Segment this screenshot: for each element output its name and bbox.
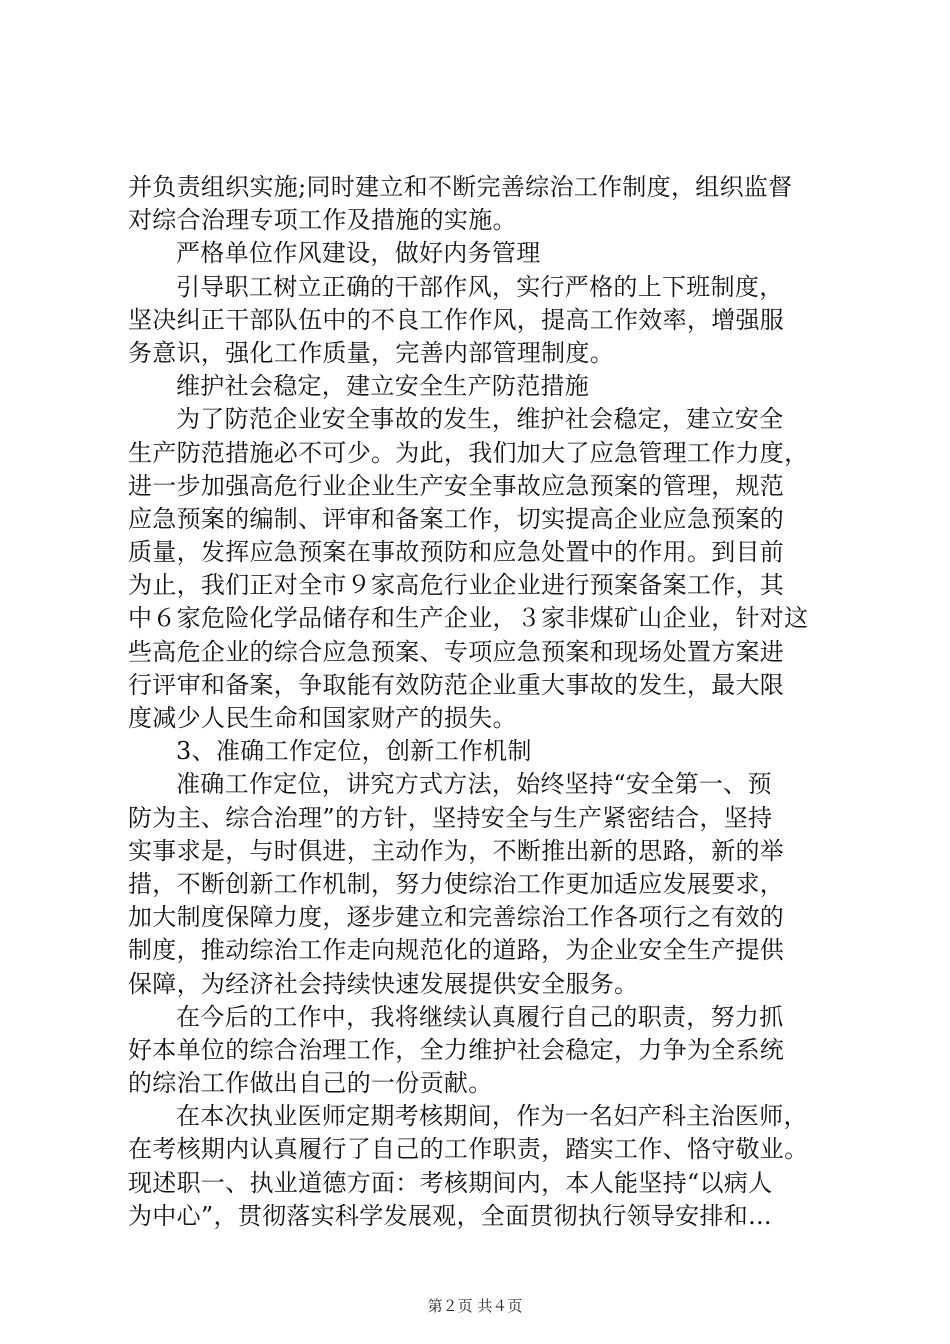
text-line: 行评审和备案，争取能有效防范企业重大事故的发生，最大限 (128, 670, 785, 699)
text-line: 为了防范企业安全事故的发生，维护社会稳定，建立安全 (176, 405, 784, 434)
text-line: 制度，推动综治工作走向规范化的道路，为企业安全生产提供 (128, 936, 785, 965)
page-footer: 第２页 共４页 (427, 1297, 523, 1315)
text-line: 些高危企业的综合应急预案、专项应急预案和现场处置方案进 (128, 637, 785, 666)
text-line: 措，不断创新工作机制，努力使综治工作更加适应发展要求， (128, 869, 785, 898)
text-line: 防为主、综合治理”的方针，坚持安全与生产紧密结合，坚持 (128, 803, 773, 832)
text-line: 在本次执业医师定期考核期间，作为一名妇产科主治医师， (176, 1102, 808, 1131)
text-line: 维护社会稳定，建立安全生产防范措施 (176, 372, 590, 401)
text-line: 在今后的工作中，我将继续认真履行自己的职责，努力抓 (176, 1002, 784, 1031)
text-line: 好本单位的综合治理工作，全力维护社会稳定，力争为全系统 (128, 1035, 785, 1064)
text-line: 进一步加强高危行业企业生产安全事故应急预案的管理，规范 (128, 471, 785, 500)
text-line: 加大制度保障力度，逐步建立和完善综治工作各项行之有效的 (128, 903, 785, 932)
text-line: 质量，发挥应急预案在事故预防和应急处置中的作用。到目前 (128, 538, 785, 567)
document-body (128, 171, 838, 1233)
text-line: 保障，为经济社会持续快速发展提供安全服务。 (128, 969, 639, 998)
text-line: 为止，我们正对全市９家高危行业企业进行预案备案工作，其 (128, 571, 785, 600)
text-line: 现述职一、执业道德方面：考核期间内，本人能坚持“以病人 (128, 1168, 773, 1197)
text-line: 生产防范措施必不可少。为此，我们加大了应急管理工作力度， (128, 438, 809, 467)
text-line: 实事求是，与时俱进，主动作为，不断推出新的思路，新的举 (128, 836, 785, 865)
text-line: 3、准确工作定位，创新工作机制 (176, 737, 532, 766)
text-line: 应急预案的编制、评审和备案工作，切实提高企业应急预案的 (128, 504, 785, 533)
text-line: 在考核期内认真履行了自己的工作职责，踏实工作、恪守敬业。 (128, 1135, 809, 1164)
text-line: 的综治工作做出自己的一份贡献。 (128, 1069, 493, 1098)
text-line: 准确工作定位，讲究方式方法，始终坚持“安全第一、预 (176, 770, 772, 799)
text-line: 对综合治理专项工作及措施的实施。 (128, 206, 517, 235)
text-line: 务意识，强化工作质量，完善内部管理制度。 (128, 338, 614, 367)
text-line: 引导职工树立正确的干部作风，实行严格的上下班制度， (176, 272, 784, 301)
text-line: 严格单位作风建设，做好内务管理 (176, 239, 541, 268)
text-line: 为中心”，贯彻落实科学发展观，全面贯彻执行领导安排和... (128, 1201, 772, 1230)
text-line: 度减少人民生命和国家财产的损失。 (128, 704, 517, 732)
text-line: 并负责组织实施;同时建立和不断完善综治工作制度，组织监督 (128, 173, 793, 201)
text-line: 中６家危险化学品储存和生产企业，３家非煤矿山企业，针对这 (128, 604, 809, 633)
text-line: 坚决纠正干部队伍中的不良工作作风，提高工作效率，增强服 (128, 305, 785, 334)
